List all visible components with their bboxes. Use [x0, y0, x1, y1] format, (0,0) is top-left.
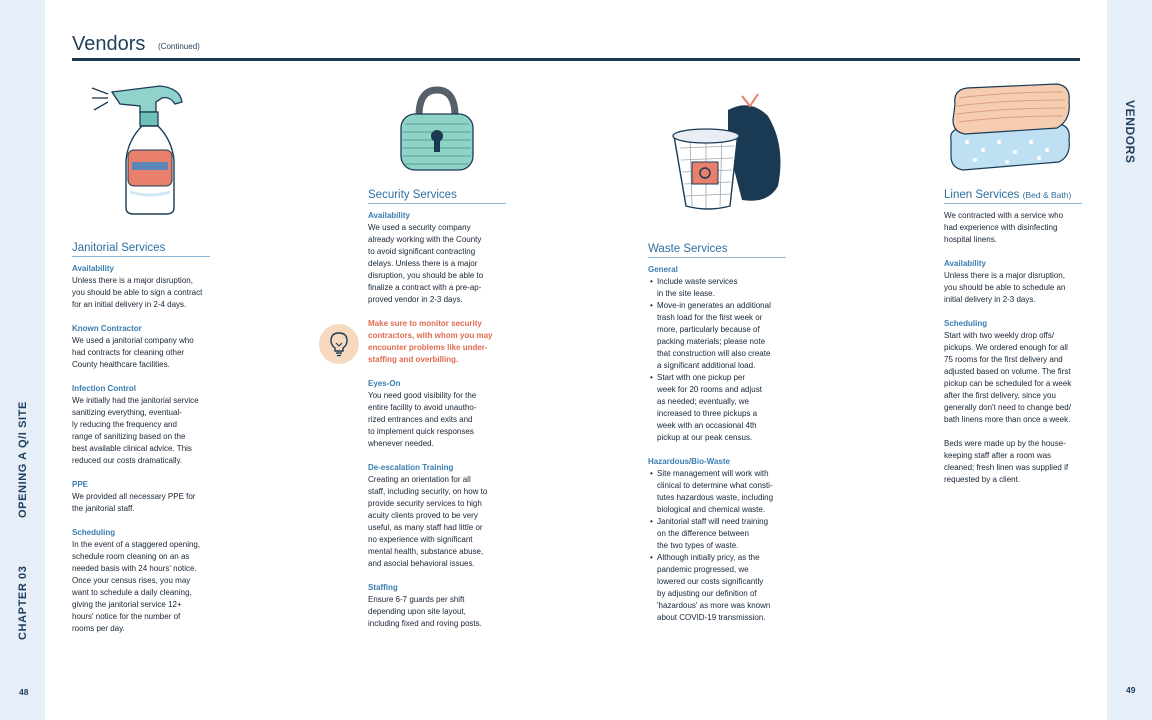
- subheading: Known Contractor: [72, 324, 142, 333]
- body-line: requested by a client.: [944, 475, 1021, 484]
- page-number-left: 48: [19, 687, 29, 697]
- page-title-note: (Continued): [158, 42, 200, 51]
- body-line: to avoid significant contracting: [368, 247, 476, 256]
- section-label-left: OPENING A Q/I SITE: [17, 401, 29, 518]
- body-line: staff, including security, on how to: [368, 487, 488, 496]
- body-line: You need good visibility for the: [368, 391, 477, 400]
- linen-services-section: [944, 189, 1082, 486]
- body-line: ly reducing the frequency and: [72, 420, 177, 429]
- tip-line: contractors, with whom you may: [368, 331, 493, 340]
- subheading: De-escalation Training: [368, 463, 454, 472]
- body-line: disruption, you should be able to: [368, 271, 484, 280]
- general-list: [648, 276, 786, 444]
- waste-services-section: [648, 243, 786, 624]
- linen-services-heading: Linen Services (Bed & Bath): [944, 189, 1082, 204]
- security-services-heading: Security Services: [368, 189, 506, 204]
- body-line: We used a security company: [368, 223, 471, 232]
- body-line: We initially had the janitorial service: [72, 396, 199, 405]
- body-line: and asocial behavioral issues.: [368, 559, 475, 568]
- body-line: already working with the County: [368, 235, 482, 244]
- body-line: hospital linens.: [944, 235, 997, 244]
- body-line: best available clinical advice. This: [72, 444, 192, 453]
- subheading: Availability: [944, 259, 986, 268]
- body-line: Once your census rises, you may: [72, 576, 191, 585]
- body-line: needed basis with 24 hours' notice.: [72, 564, 197, 573]
- body-line: We contracted with a service who: [944, 211, 1064, 220]
- body-line: initial delivery in 2-3 days.: [944, 295, 1036, 304]
- body-line: rized entrances and exits and: [368, 415, 473, 424]
- body-line: no experience with significant: [368, 535, 473, 544]
- subheading: Scheduling: [72, 528, 116, 537]
- body-line: delays. Unless there is a major: [368, 259, 478, 268]
- page-title: Vendors: [72, 33, 146, 55]
- body-line: hours' notice for the number of: [72, 612, 181, 621]
- body-line: Start with two weekly drop offs/: [944, 331, 1055, 340]
- subheading: Availability: [72, 264, 114, 273]
- body-line: for an initial delivery in 2-4 days.: [72, 300, 187, 309]
- body-line: had experience with disinfecting: [944, 223, 1058, 232]
- waste-services-heading: Waste Services: [648, 243, 786, 258]
- subheading: Scheduling: [944, 319, 988, 328]
- body-line: bath linens more than once a week.: [944, 415, 1071, 424]
- body-line: We provided all necessary PPE for: [72, 492, 196, 501]
- trash-bag-bin-illustration: [668, 86, 788, 214]
- subheading: Eyes-On: [368, 379, 401, 388]
- section-label-right: VENDORS: [1123, 100, 1137, 164]
- body-line: range of sanitizing based on the: [72, 432, 186, 441]
- body-line: had contracts for cleaning other: [72, 348, 185, 357]
- body-line: pickups. We ordered enough for all: [944, 343, 1068, 352]
- subheading: Staffing: [368, 583, 398, 592]
- body-line: Beds were made up by the house-: [944, 439, 1066, 448]
- body-line: including fixed and roving posts.: [368, 619, 482, 628]
- tip-line: staffing and overbilling.: [368, 355, 459, 364]
- chapter-label: CHAPTER 03: [17, 565, 29, 640]
- lightbulb-tip-icon: [319, 324, 359, 364]
- body-line: generally don't need to change bed/: [944, 403, 1071, 412]
- body-line: Ensure 6-7 guards per shift: [368, 595, 465, 604]
- body-line: rooms per day.: [72, 624, 125, 633]
- body-line: you should be able to schedule an: [944, 283, 1066, 292]
- body-line: reduced our costs dramatically.: [72, 456, 183, 465]
- body-line: provide security services to high: [368, 499, 482, 508]
- list-item: • Move-in generates an additional trash load for the first week or more, particularly because of packing materials; please note that construction will also create a significant additional load.: [648, 300, 786, 372]
- tip-line: Make sure to monitor security: [368, 319, 482, 328]
- title-rule: [72, 58, 1080, 61]
- body-line: We used a janitorial company who: [72, 336, 194, 345]
- body-line: County healthcare facilities.: [72, 360, 170, 369]
- janitorial-services-heading: Janitorial Services: [72, 242, 210, 257]
- tip-line: encounter problems like under-: [368, 343, 488, 352]
- subheading: PPE: [72, 480, 89, 489]
- list-item: • Janitorial staff will need training on the difference between the two types of waste.: [648, 516, 786, 552]
- list-item: • Start with one pickup per week for 20 rooms and adjust as needed; eventually, we increased to three pickups a week with an occasional 4th pickup at our peak census.: [648, 372, 786, 444]
- list-item: • Site management will work with clinical to determine what consti- tutes hazardous waste, including biological and chemical waste.: [648, 468, 786, 516]
- body-line: after the first delivery, since you: [944, 391, 1056, 400]
- security-services-section: [368, 189, 506, 630]
- body-line: Creating an orientation for all: [368, 475, 471, 484]
- list-item: • Although initially pricy, as the pandemic progressed, we lowered our costs significantly by adjusting our definition of 'hazardous' as more was known about COVID-19 transmission.: [648, 552, 786, 624]
- body-line: acuity clients proved to be very: [368, 511, 478, 520]
- list-item: • Include waste services in the site lease.: [648, 276, 786, 300]
- subheading: General: [648, 265, 678, 274]
- body-line: adjusted based on volume. The first: [944, 367, 1071, 376]
- page-number-right: 49: [1126, 685, 1136, 695]
- subheading: Infection Control: [72, 384, 136, 393]
- janitorial-services-section: [72, 242, 210, 635]
- folded-linens-illustration: [945, 80, 1075, 180]
- body-line: whenever needed.: [368, 439, 434, 448]
- subheading: Availability: [368, 211, 410, 220]
- body-line: proved vendor in 2-3 days.: [368, 295, 463, 304]
- body-line: schedule room cleaning on an as: [72, 552, 190, 561]
- spray-bottle-illustration: [90, 80, 190, 220]
- body-line: sanitizing everything, eventual-: [72, 408, 182, 417]
- padlock-illustration: [395, 86, 479, 176]
- body-line: the janitorial staff.: [72, 504, 135, 513]
- body-line: keeping staff after a room was: [944, 451, 1052, 460]
- body-line: cleaned; fresh linen was supplied if: [944, 463, 1069, 472]
- body-line: Unless there is a major disruption,: [72, 276, 193, 285]
- body-line: to implement quick responses: [368, 427, 474, 436]
- hazardous-list: [648, 468, 786, 624]
- body-line: you should be able to sign a contract: [72, 288, 203, 297]
- body-line: want to schedule a daily cleaning,: [72, 588, 192, 597]
- subheading: Hazardous/Bio-Waste: [648, 457, 730, 466]
- body-line: mental health, substance abuse,: [368, 547, 484, 556]
- body-line: finalize a contract with a pre-ap-: [368, 283, 482, 292]
- body-line: entire facility to avoid unautho-: [368, 403, 477, 412]
- body-line: pickup can be scheduled for a week: [944, 379, 1072, 388]
- body-line: Unless there is a major disruption,: [944, 271, 1065, 280]
- body-line: giving the janitorial service 12+: [72, 600, 182, 609]
- body-line: 75 rooms for the first delivery and: [944, 355, 1063, 364]
- body-line: In the event of a staggered opening,: [72, 540, 201, 549]
- body-line: useful, as many staff had little or: [368, 523, 483, 532]
- body-line: depending upon site layout,: [368, 607, 466, 616]
